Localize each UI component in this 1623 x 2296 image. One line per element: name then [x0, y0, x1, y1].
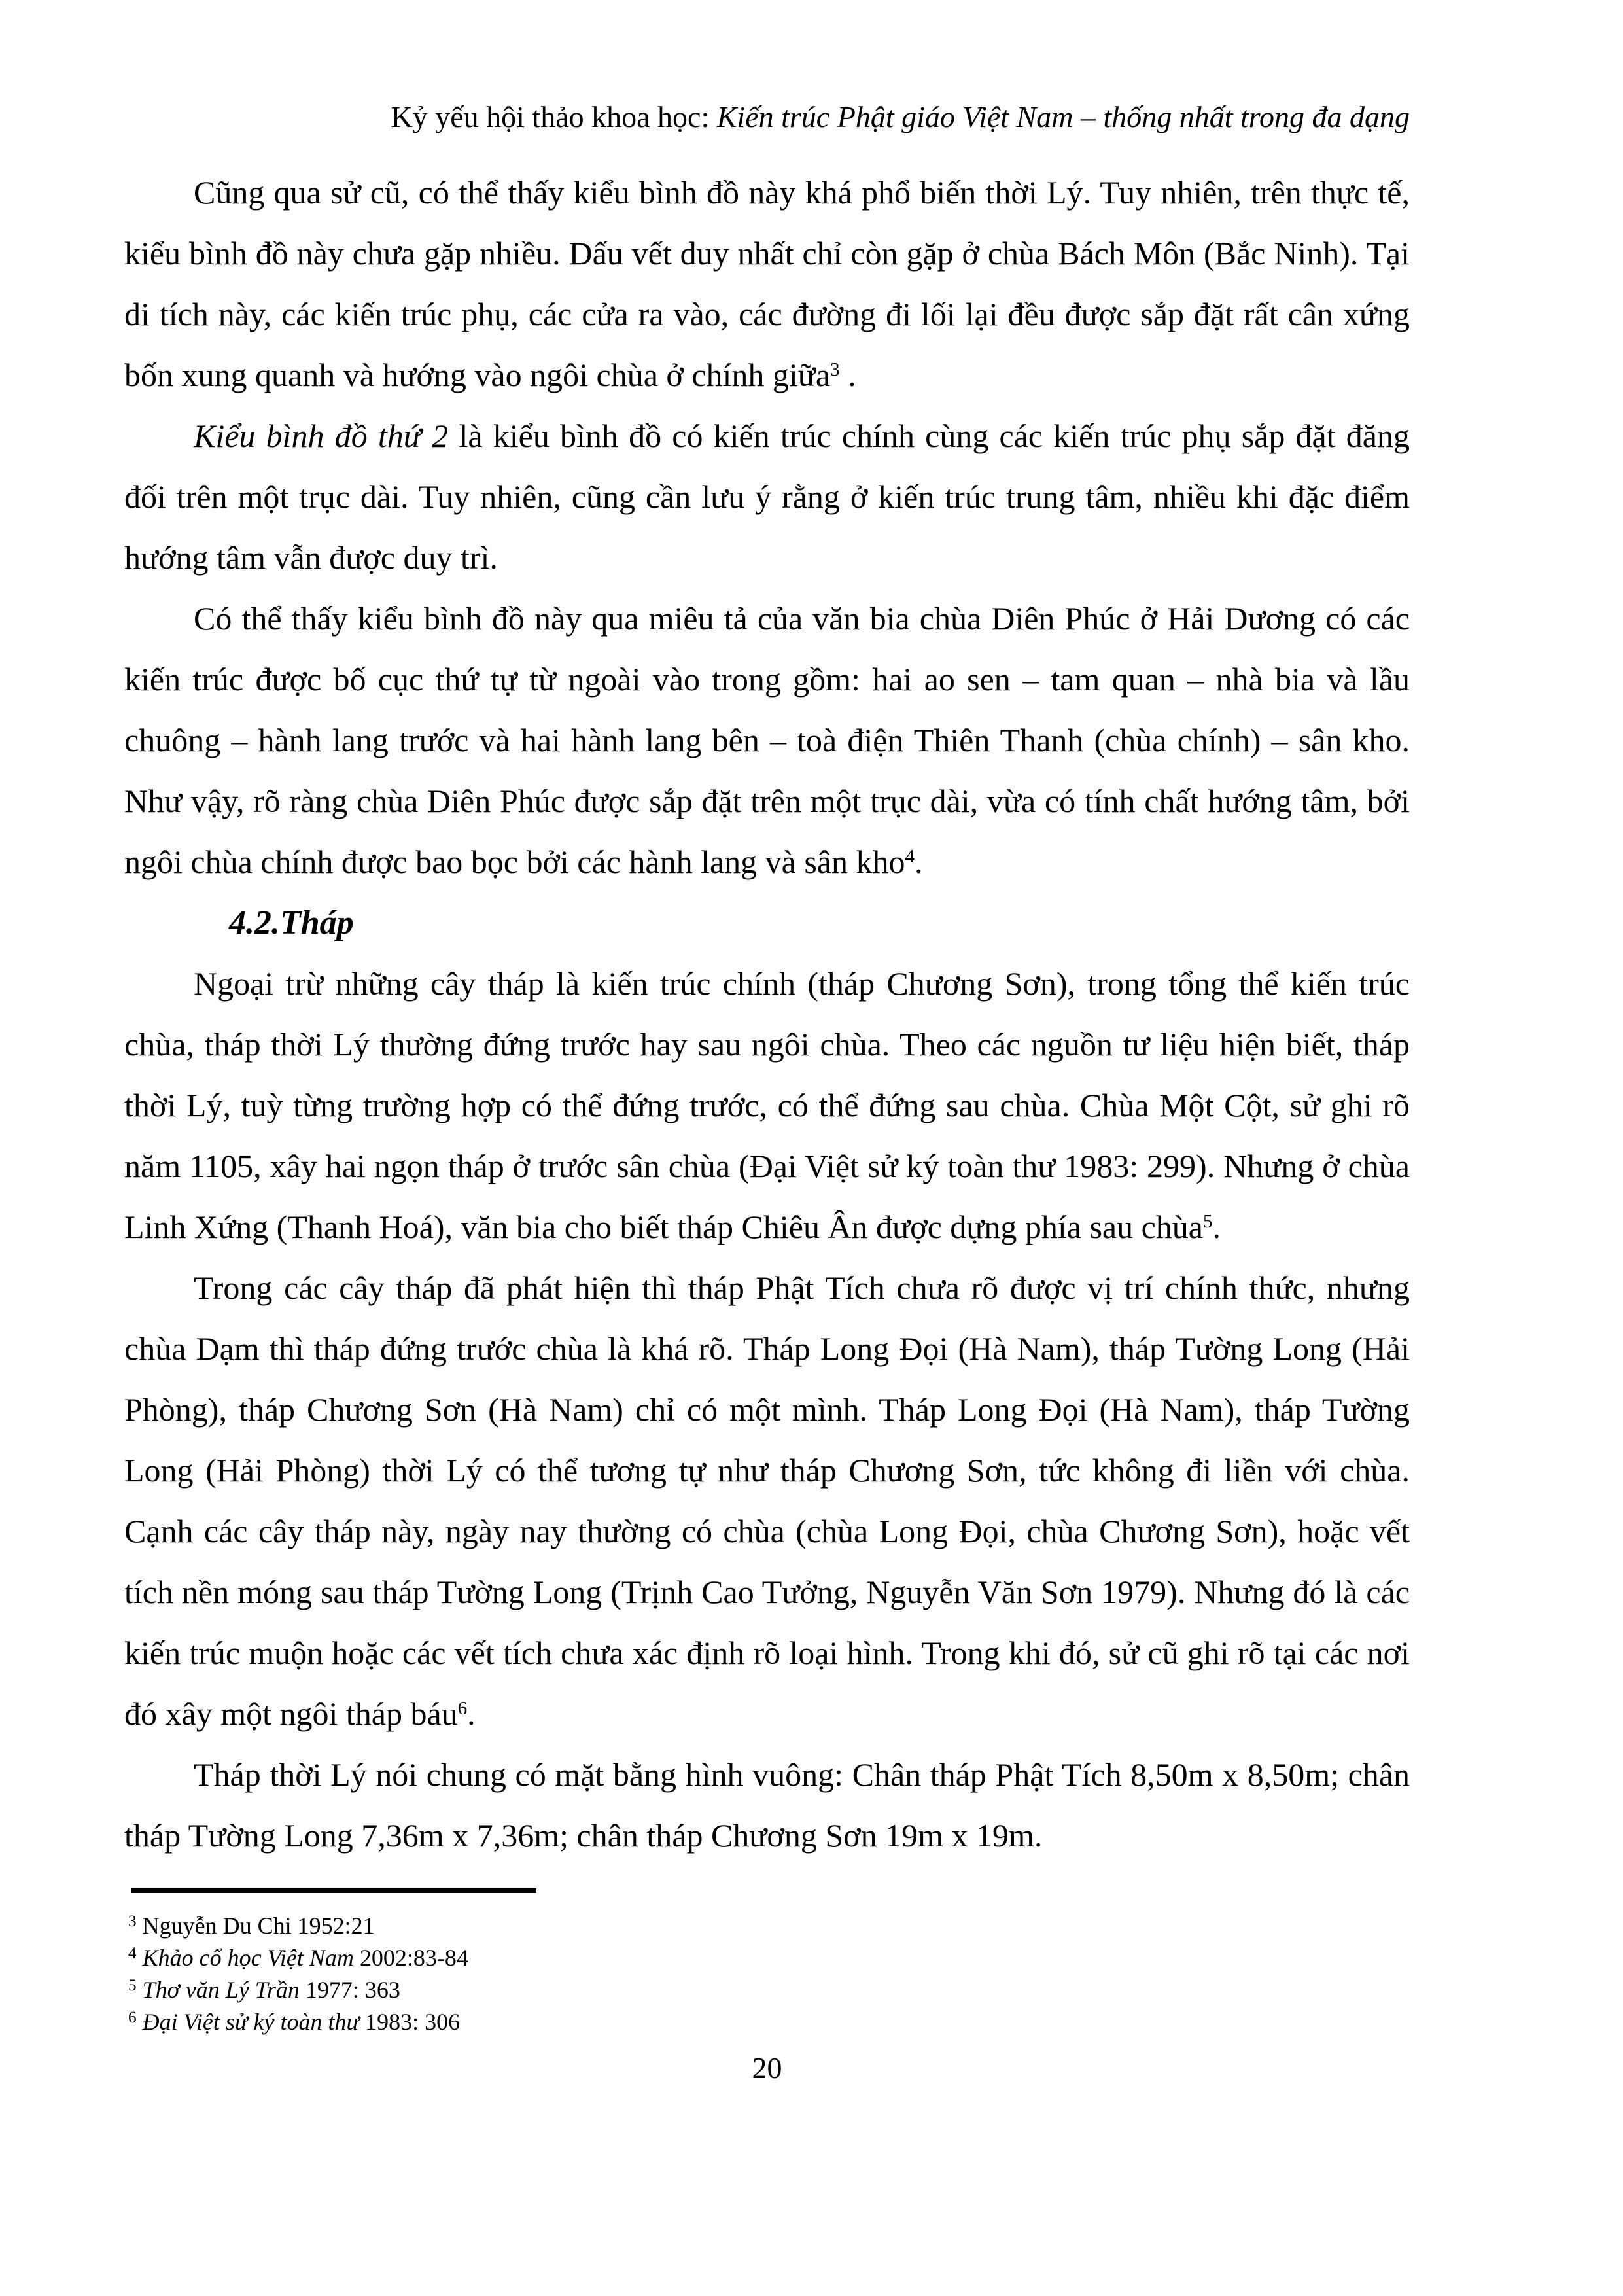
footnote-text: 1983: 306 [359, 2009, 461, 2035]
footnote [128, 2006, 1410, 2038]
footnote-text: 2002:83-84 [353, 1945, 468, 1971]
paragraph-text: Có thể thấy kiểu bình đồ này qua miêu tả của văn bia chùa Diên Phúc ở Hải Dương có các kiến trúc được bố cục thứ tự từ ngoài vào trong gồm: hai ao sen – tam quan – nhà bia và lầu chuông – hành lang trước và hai hành lang bên – toà điện Thiên Thanh (chùa chính) – sân kho. Như vậy, rõ ràng chùa Diên Phúc được sắp đặt trên một trục dài, vừa có tính chất hướng tâm, bởi ngôi chùa chính được bao bọc bởi các hành lang và sân kho [124, 600, 1410, 880]
paragraph-text: . [467, 1695, 476, 1732]
footnotes-block [128, 1910, 1410, 2038]
paragraph [124, 162, 1410, 406]
footnote-ref-4: 4 [905, 846, 915, 868]
paragraph [124, 406, 1410, 588]
section-heading: 4.2.Tháp [229, 904, 354, 942]
footnote-text: Nguyễn Du Chi 1952:21 [136, 1913, 375, 1939]
paragraph [124, 1744, 1410, 1866]
paragraph [124, 588, 1410, 892]
paragraph-text: . [915, 843, 923, 880]
footnote-number: 4 [128, 1944, 137, 1962]
footnote-title-italic: Đại Việt sử ký toàn thư [136, 2009, 360, 2035]
paragraph [124, 953, 1410, 1258]
header-prefix: Kỷ yếu hội thảo khoa học: [391, 100, 717, 133]
footnote-ref-3: 3 [830, 359, 840, 381]
footnote [128, 1942, 1410, 1974]
paragraph [124, 1258, 1410, 1744]
document-body [124, 162, 1410, 1866]
page-header [124, 98, 1410, 136]
paragraph-lead-italic: Kiểu bình đồ thứ 2 [194, 417, 449, 454]
paragraph-text: Tháp thời Lý nói chung có mặt bằng hình vuông: Chân tháp Phật Tích 8,50m x 8,50m; chân tháp Tường Long 7,36m x 7,36m; chân tháp Chương Sơn 19m x 19m. [124, 1756, 1410, 1854]
page-number: 20 [752, 2051, 782, 2085]
footnote-title-italic: Khảo cổ học Việt Nam [136, 1945, 354, 1971]
footnote-separator [131, 1888, 536, 1893]
paragraph-text: . [839, 357, 856, 393]
footnote-number: 5 [128, 1976, 137, 1994]
footnote-number: 6 [128, 2008, 137, 2026]
footnote [128, 1974, 1410, 2006]
footnote-title-italic: Thơ văn Lý Trần [136, 1977, 300, 2003]
footnote-ref-5: 5 [1203, 1211, 1213, 1233]
header-proceedings-title: Kiến trúc Phật giáo Việt Nam – thống nhất trong đa dạng [716, 100, 1410, 133]
footnote-number: 3 [128, 1912, 137, 1930]
footnote-text: 1977: 363 [299, 1977, 400, 2003]
paragraph-text: là kiểu bình đồ có kiến trúc chính cùng các kiến trúc phụ sắp đặt đăng đối trên một trục dài. Tuy nhiên, cũng cần lưu ý rằng ở kiến trúc trung tâm, nhiều khi đặc điểm hướng tâm vẫn được duy trì. [124, 417, 1410, 576]
footnote-ref-6: 6 [457, 1698, 468, 1720]
paragraph-text: Trong các cây tháp đã phát hiện thì tháp Phật Tích chưa rõ được vị trí chính thức, nhưng chùa Dạm thì tháp đứng trước chùa là khá rõ. Tháp Long Đọi (Hà Nam), tháp Tường Long (Hải Phòng), tháp Chương Sơn (Hà Nam) chỉ có một mình. Tháp Long Đọi (Hà Nam), tháp Tường Long (Hải Phòng) thời Lý có thể tương tự như tháp Chương Sơn, tức không đi liền với chùa. Cạnh các cây tháp này, ngày nay thường có chùa (chùa Long Đọi, chùa Chương Sơn), hoặc vết tích nền móng sau tháp Tường Long (Trịnh Cao Tưởng, Nguyễn Văn Sơn 1979). Nhưng đó là các kiến trúc muộn hoặc các vết tích chưa xác định rõ loại hình. Trong khi đó, sử cũ ghi rõ tại các nơi đó xây một ngôi tháp báu [124, 1269, 1410, 1732]
paragraph-text: . [1212, 1209, 1221, 1245]
footnote [128, 1910, 1410, 1942]
paragraph-text: Ngoại trừ những cây tháp là kiến trúc chính (tháp Chương Sơn), trong tổng thể kiến trúc chùa, tháp thời Lý thường đứng trước hay sau ngôi chùa. Theo các nguồn tư liệu hiện biết, tháp thời Lý, tuỳ từng trường hợp có thể đứng trước, có thể đứng sau chùa. Chùa Một Cột, sử ghi rõ năm 1105, xây hai ngọn tháp ở trước sân chùa (Đại Việt sử ký toàn thư 1983: 299). Nhưng ở chùa Linh Xứng (Thanh Hoá), văn bia cho biết tháp Chiêu Ân được dựng phía sau chùa [124, 965, 1410, 1245]
paragraph-text: Cũng qua sử cũ, có thể thấy kiểu bình đồ này khá phổ biến thời Lý. Tuy nhiên, trên thực tế, kiểu bình đồ này chưa gặp nhiều. Dấu vết duy nhất chỉ còn gặp ở chùa Bách Môn (Bắc Ninh). Tại di tích này, các kiến trúc phụ, các cửa ra vào, các đường đi lối lại đều được sắp đặt rất cân xứng bốn xung quanh và hướng vào ngôi chùa ở chính giữa [124, 174, 1410, 393]
